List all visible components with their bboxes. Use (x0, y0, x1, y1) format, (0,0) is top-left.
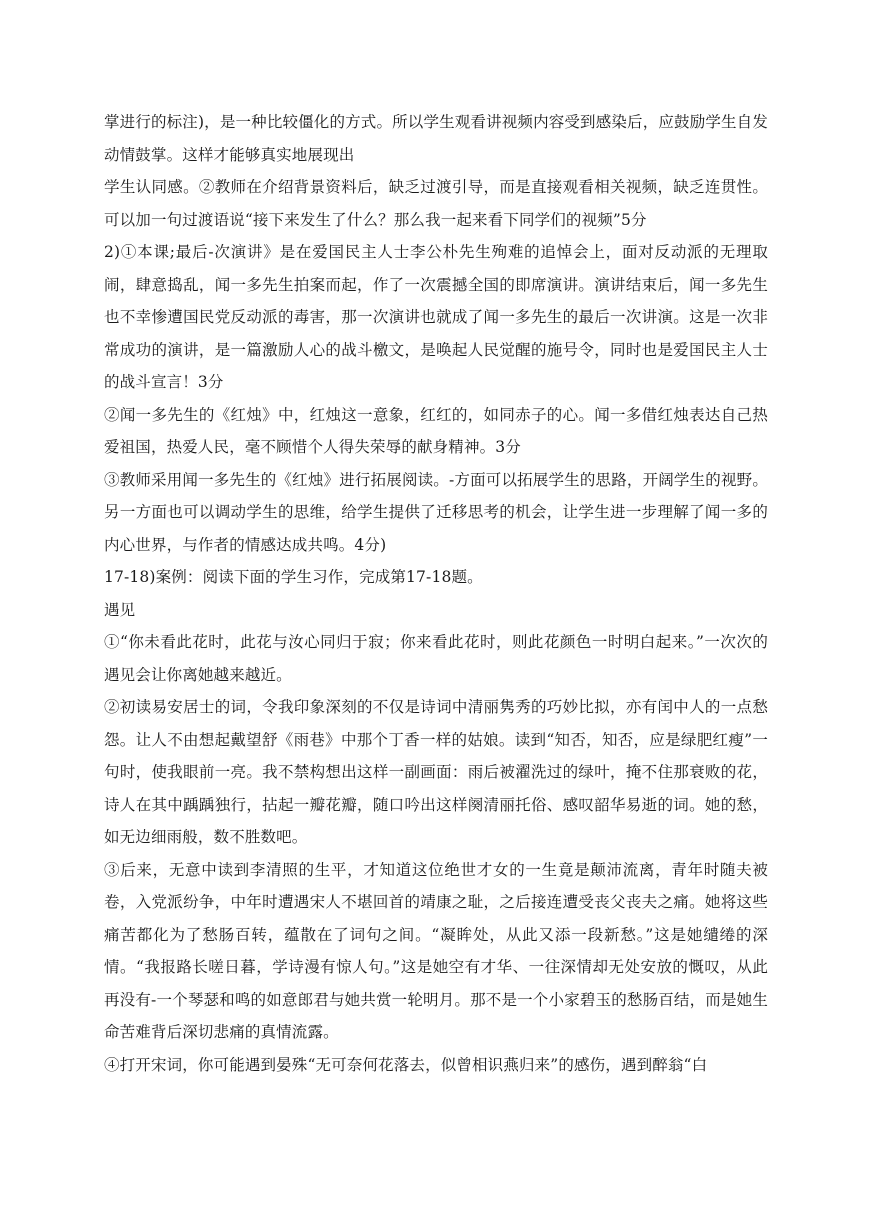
paragraph-10: ③后来，无意中读到李清照的生平，才知道这位绝世才女的一生竟是颠沛流离，青年时随夫被卷，入党派纷争，中年时遭遇宋人不堪回首的靖康之耻，之后接连遭受丧父丧夫之痛。她将这些痛苦都化为了愁肠百转，蕴散在了词句之间。“凝眸处，从此又添一段新愁。”这是她缱绻的深情。“我报路长嗟日暮，学诗漫有惊人句。”这是她空有才华、一往深情却无处安放的慨叹，从此再没有-一个琴瑟和鸣的如意郎君与她共赏一轮明月。那不是一个小家碧玉的愁肠百结，而是她生命苦难背后深切悲痛的真情流露。 (104, 860, 768, 1041)
paragraph-2: 学生认同感。②教师在介绍背景资料后，缺乏过渡引导，而是直接观看相关视频，缺乏连贯性。可以加一句过渡语说“接下来发生了什么？那么我一起来看下同学们的视频”5分 (104, 178, 768, 229)
paragraph-5: ③教师采用闻一多先生的《红烛》进行拓展阅读。-方面可以拓展学生的思路，开阔学生的视野。另一方面也可以调动学生的思维，给学生提供了迁移思考的机会，让学生进一步理解了闻一多的内心世界，与作者的情感达成共鸣。4分) (104, 470, 768, 554)
paragraph-11: ④打开宋词，你可能遇到晏殊“无可奈何花落去，似曾相识燕归来”的感伤，遇到醉翁“白 (104, 1055, 708, 1074)
paragraph-3: 2)①本课;最后-次演讲》是在爱国民主人士李公朴先生殉难的追悼会上，面对反动派的无理取闹，肆意捣乱，闻一多先生拍案而起，作了一次震撼全国的即席演讲。演讲结束后，闻一多先生也不幸惨遭国民党反动派的毒害，那一次演讲也就成了闻一多先生的最后一次讲演。这是一次非常成功的演讲，是一篇激励人心的战斗檄文，是唤起人民觉醒的施号令，同时也是爱国民主人士的战斗宣言！3分 (104, 243, 768, 391)
paragraph-4: ②闻一多先生的《红烛》中，红烛这一意象，红红的，如同赤子的心。闻一多借红烛表达自己热爱祖国，热爱人民，毫不顾惜个人得失荣辱的献身精神。3分 (104, 405, 768, 456)
essay-title: 遇见 (104, 600, 136, 619)
paragraph-1: 掌进行的标注)，是一种比较僵化的方式。所以学生观看讲视频内容受到感染后，应鼓励学生自发动情鼓掌。这样才能够真实地展现出 (104, 113, 768, 164)
paragraph-9: ②初读易安居士的词，令我印象深刻的不仅是诗词中清丽隽秀的巧妙比拟，亦有闰中人的一点愁怨。让人不由想起戴望舒《雨巷》中那个丁香一样的姑娘。读到“知否，知否，应是绿肥红瘦”一句时，使我眼前一亮。我不禁构想出这样一副画面：雨后被濯洗过的绿叶，掩不住那衰败的花，诗人在其中踽踽独行，拈起一瓣花瓣，随口吟出这样阕清丽托俗、感叹韶华易逝的词。她的愁，如无边细雨般，数不胜数吧。 (104, 698, 768, 846)
paragraph-6: 17-18)案例：阅读下面的学生习作，完成第17-18题。 (104, 568, 483, 586)
document-body (104, 106, 768, 1081)
paragraph-8: ①“你未看此花时，此花与汝心同归于寂；你来看此花时，则此花颜色一时明白起来。”一次次的遇见会让你离她越来越近。 (104, 633, 768, 684)
